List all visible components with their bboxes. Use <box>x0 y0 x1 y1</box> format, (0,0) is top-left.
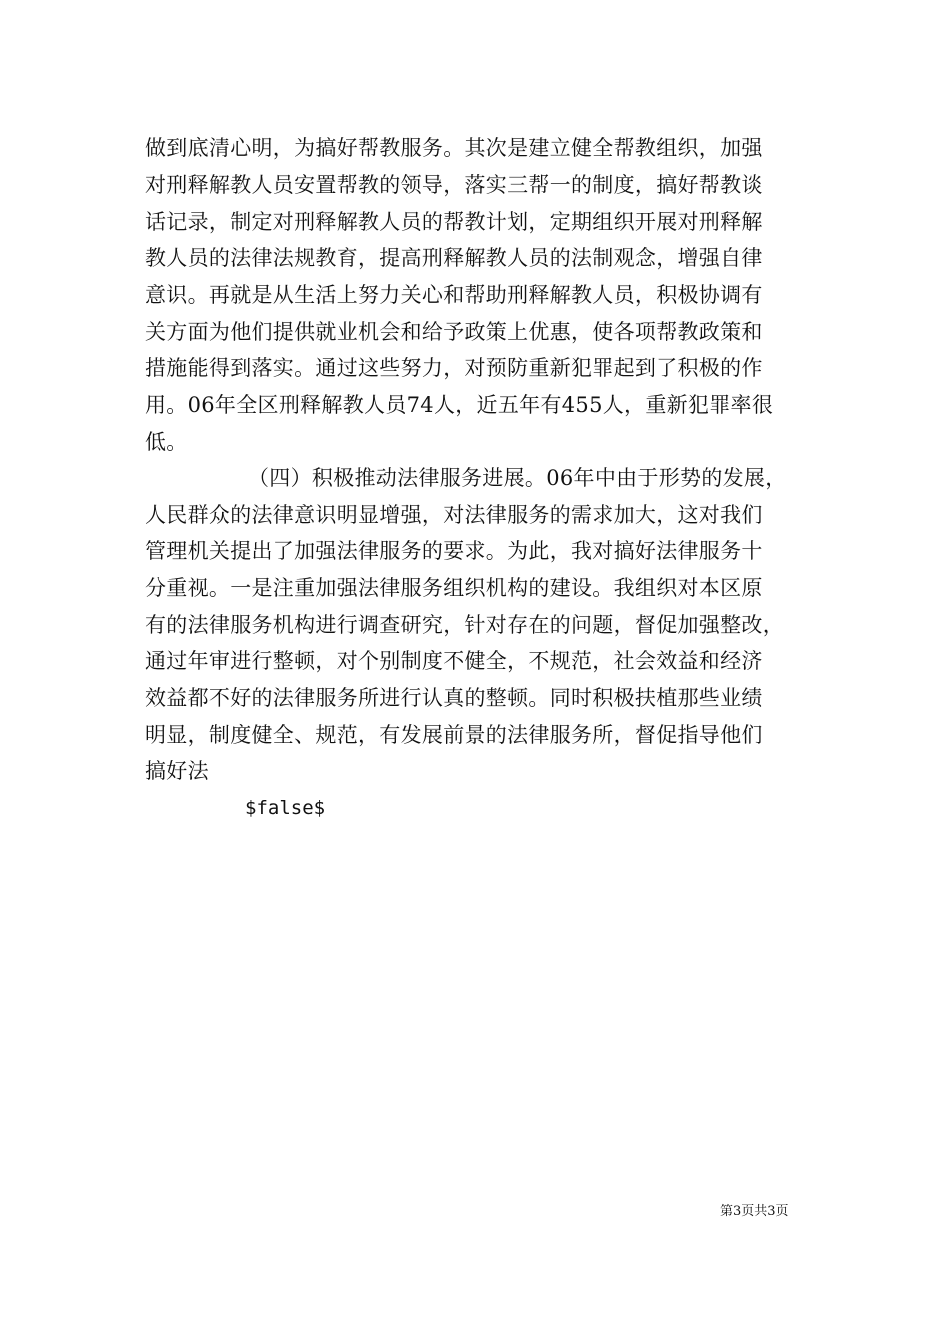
text-line: 搞好法 <box>145 759 209 783</box>
text-line: 做到底清心明，为搞好帮教服务。其次是建立健全帮教组织，加强 <box>145 136 763 160</box>
text-line: 措施能得到落实。通过这些努力，对预防重新犯罪起到了积极的作 <box>145 356 763 380</box>
text-line: 人民群众的法律意识明显增强，对法律服务的需求加大，这对我们 <box>145 503 763 527</box>
text-line: 分重视。一是注重加强法律服务组织机构的建设。我组织对本区原 <box>145 576 763 600</box>
text-line: 有的法律服务机构进行调查研究，针对存在的问题，督促加强整改， <box>145 613 784 637</box>
page-number-footer: 第3页共3页 <box>720 1204 789 1219</box>
text-line: 话记录，制定对刑释解教人员的帮教计划，定期组织开展对刑释解 <box>145 210 763 234</box>
section-heading-line: （四）积极推动法律服务进展。06年中由于形势的发展， <box>248 466 787 490</box>
text-line: 对刑释解教人员安置帮教的领导，落实三帮一的制度，搞好帮教谈 <box>145 173 763 197</box>
text-line: 低。 <box>145 430 188 454</box>
placeholder-marker: $false$ <box>245 797 326 819</box>
text-line: 意识。再就是从生活上努力关心和帮助刑释解教人员，积极协调有 <box>145 283 763 307</box>
text-line: 教人员的法律法规教育，提高刑释解教人员的法制观念，增强自律 <box>145 246 763 270</box>
text-line: 效益都不好的法律服务所进行认真的整顿。同时积极扶植那些业绩 <box>145 686 763 710</box>
text-line: 明显，制度健全、规范，有发展前景的法律服务所，督促指导他们 <box>145 723 763 747</box>
text-line: 用。06年全区刑释解教人员74人，近五年有455人，重新犯罪率很 <box>145 393 774 417</box>
text-line: 关方面为他们提供就业机会和给予政策上优惠，使各项帮教政策和 <box>145 320 763 344</box>
text-line: 通过年审进行整顿，对个别制度不健全，不规范，社会效益和经济 <box>145 649 763 673</box>
text-line: 管理机关提出了加强法律服务的要求。为此，我对搞好法律服务十 <box>145 539 763 563</box>
